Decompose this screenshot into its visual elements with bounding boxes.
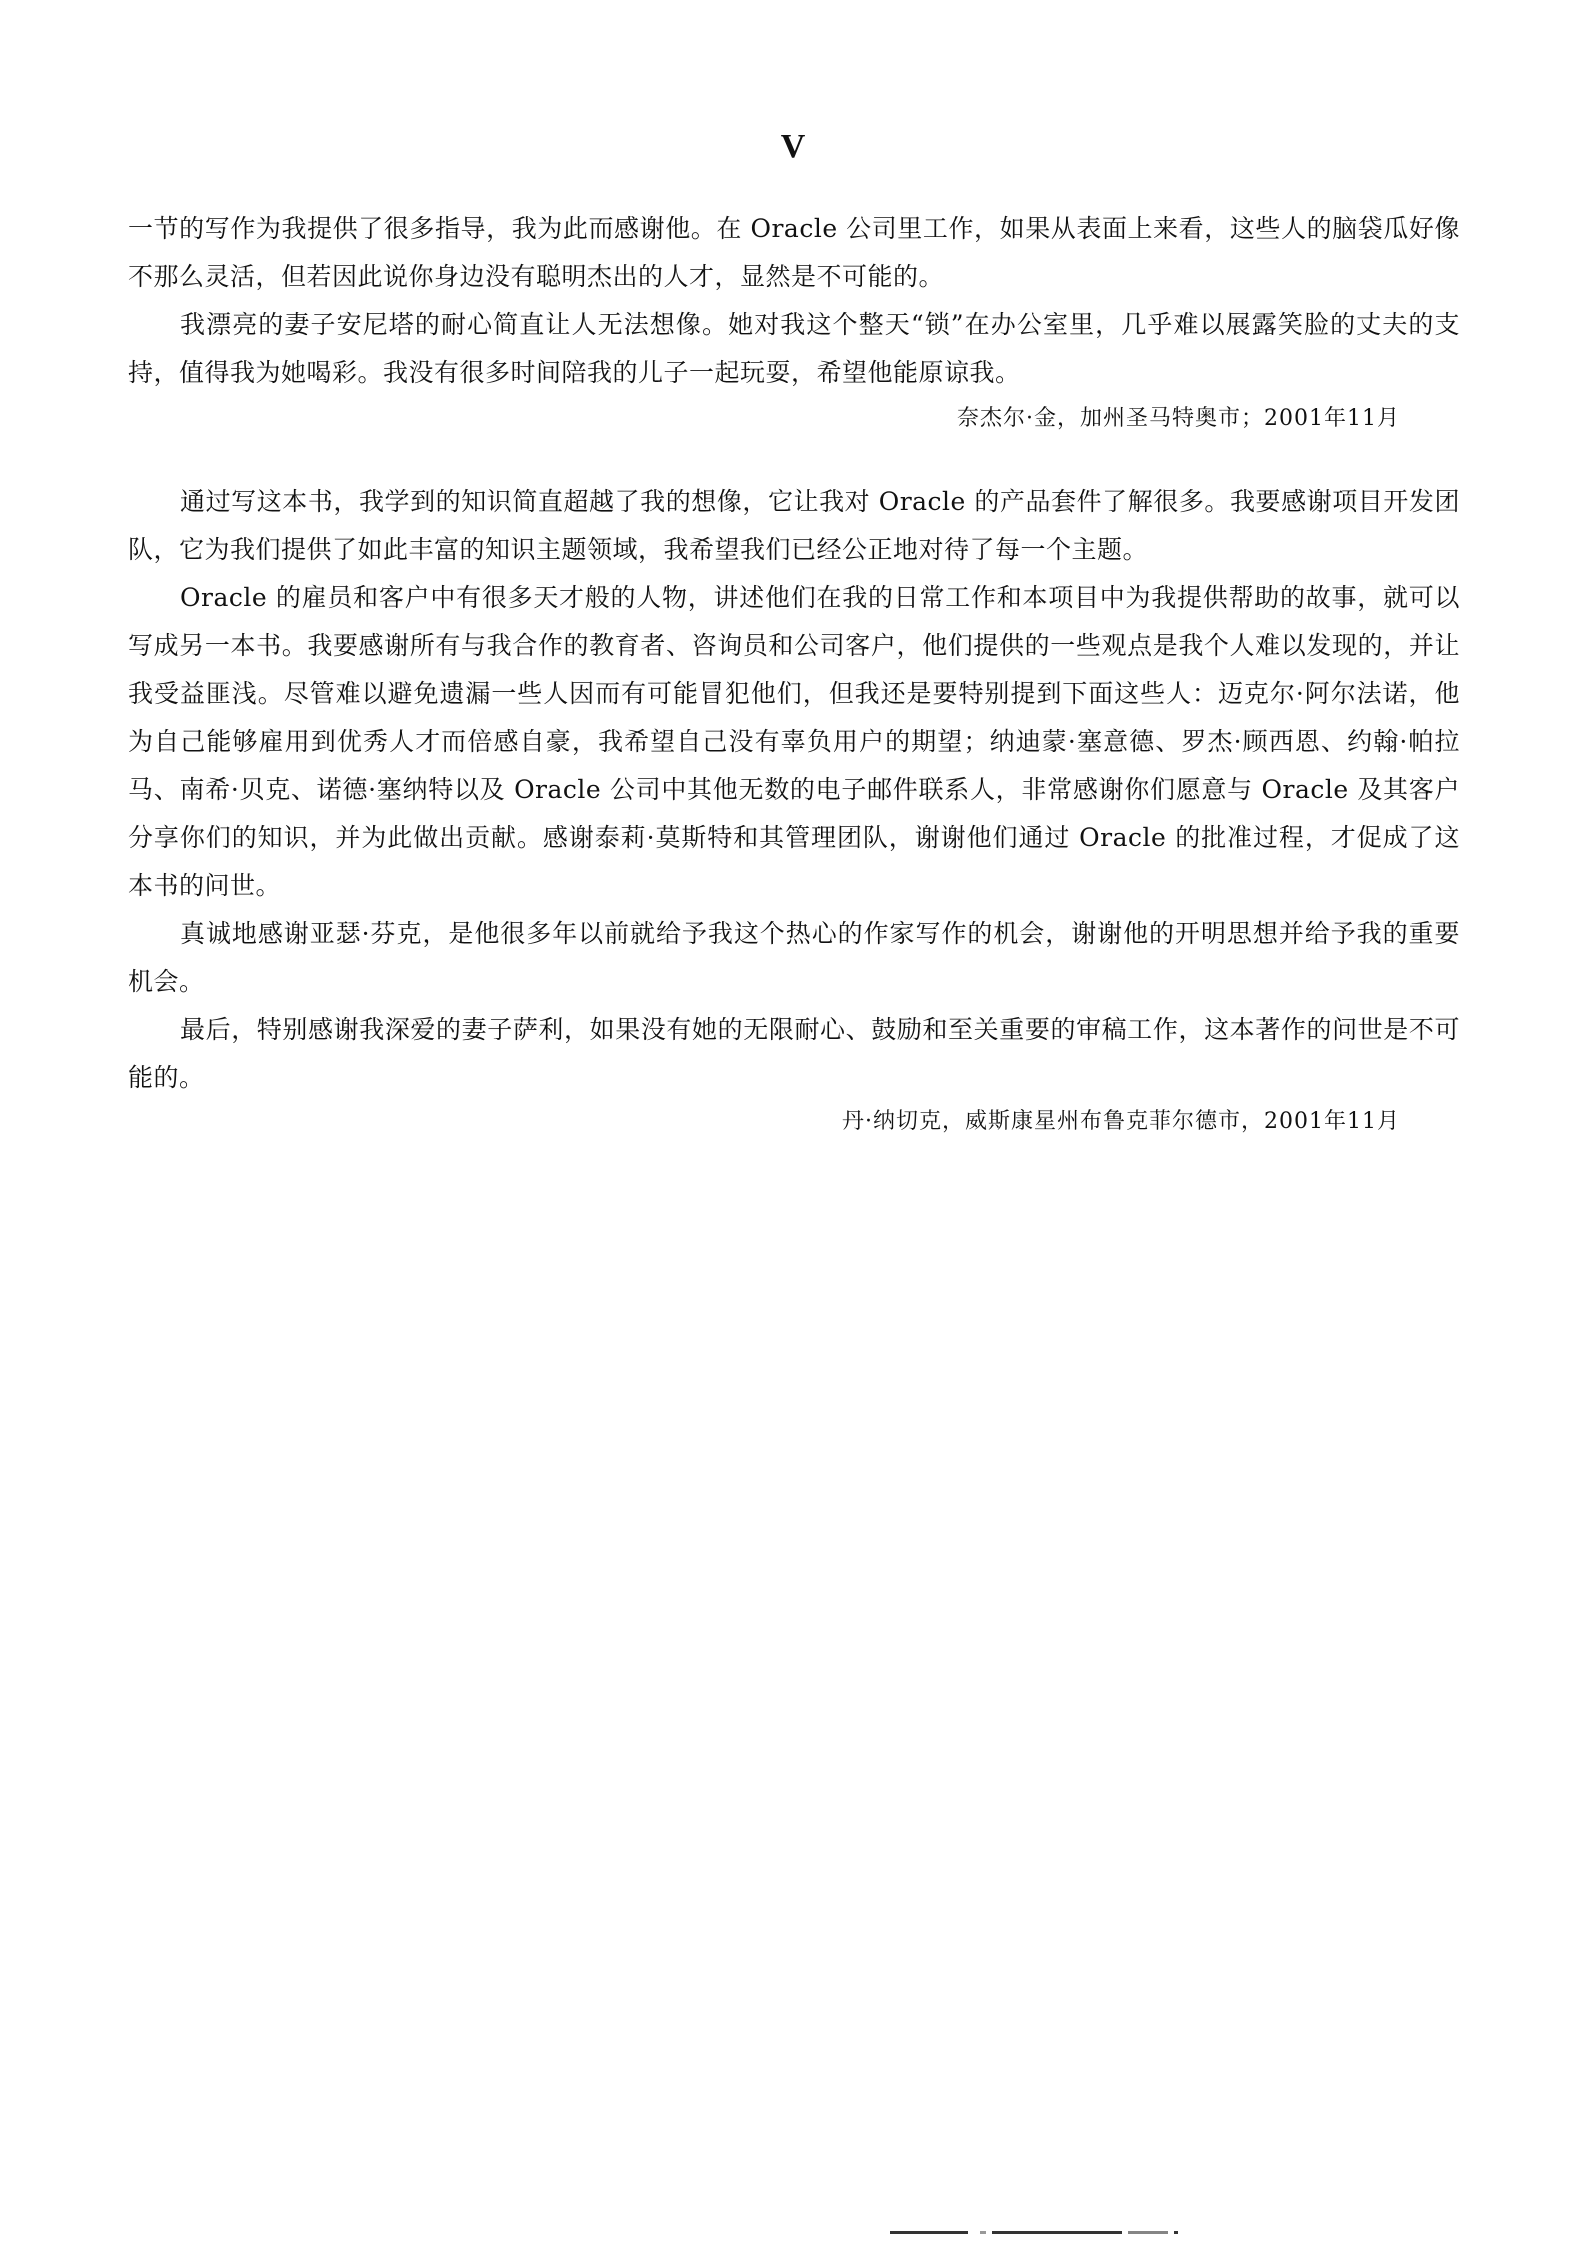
paragraph: 一节的写作为我提供了很多指导，我为此而感谢他。在 Oracle 公司里工作，如果从表面上来看，这些人的脑袋瓜好像不那么灵活，但若因此说你身边没有聪明杰出的人才，显然是不可能的。 (128, 214, 1460, 291)
acknowledgment-section-2 (128, 478, 1460, 1102)
acknowledgment-section-1 (128, 205, 1460, 441)
paragraph: 通过写这本书，我学到的知识简直超越了我的想像，它让我对 Oracle 的产品套件了解很多。我要感谢项目开发团队，它为我们提供了如此丰富的知识主题领域，我希望我们已经公正地对待了每一个主题。 (128, 487, 1460, 564)
scan-artifact (890, 2231, 1178, 2234)
page-number: V (780, 128, 806, 165)
paragraph: 最后，特别感谢我深爱的妻子萨利，如果没有她的无限耐心、鼓励和至关重要的审稿工作，这本著作的问世是不可能的。 (128, 1015, 1460, 1092)
paragraph: 我漂亮的妻子安尼塔的耐心简直让人无法想像。她对我这个整天“锁”在办公室里，几乎难以展露笑脸的丈夫的支持，值得我为她喝彩。我没有很多时间陪我的儿子一起玩耍，希望他能原谅我。 (128, 310, 1460, 387)
author-signature: 丹·纳切克，威斯康星州布鲁克菲尔德市，2001年11月 (842, 1109, 1400, 1134)
author-signature: 奈杰尔·金，加州圣马特奥市；2001年11月 (957, 406, 1400, 431)
paragraph: 真诚地感谢亚瑟·芬克，是他很多年以前就给予我这个热心的作家写作的机会，谢谢他的开明思想并给予我的重要机会。 (128, 919, 1460, 996)
paragraph: Oracle 的雇员和客户中有很多天才般的人物，讲述他们在我的日常工作和本项目中为我提供帮助的故事，就可以写成另一本书。我要感谢所有与我合作的教育者、咨询员和公司客户，他们提供的一些观点是我个人难以发现的，并让我受益匪浅。尽管难以避免遗漏一些人因而有可能冒犯他们，但我还是要特别提到下面这些人：迈克尔·阿尔法诺，他为自己能够雇用到优秀人才而倍感自豪，我希望自己没有辜负用户的期望；纳迪蒙·塞意德、罗杰·顾西恩、约翰·帕拉马、南希·贝克、诺德·塞纳特以及 Oracle 公司中其他无数的电子邮件联系人，非常感谢你们愿意与 Oracle 及其客户分享你们的知识，并为此做出贡献。感谢泰莉·莫斯特和其管理团队，谢谢他们通过 Oracle 的批准过程，才促成了这本书的问世。 (128, 583, 1460, 900)
